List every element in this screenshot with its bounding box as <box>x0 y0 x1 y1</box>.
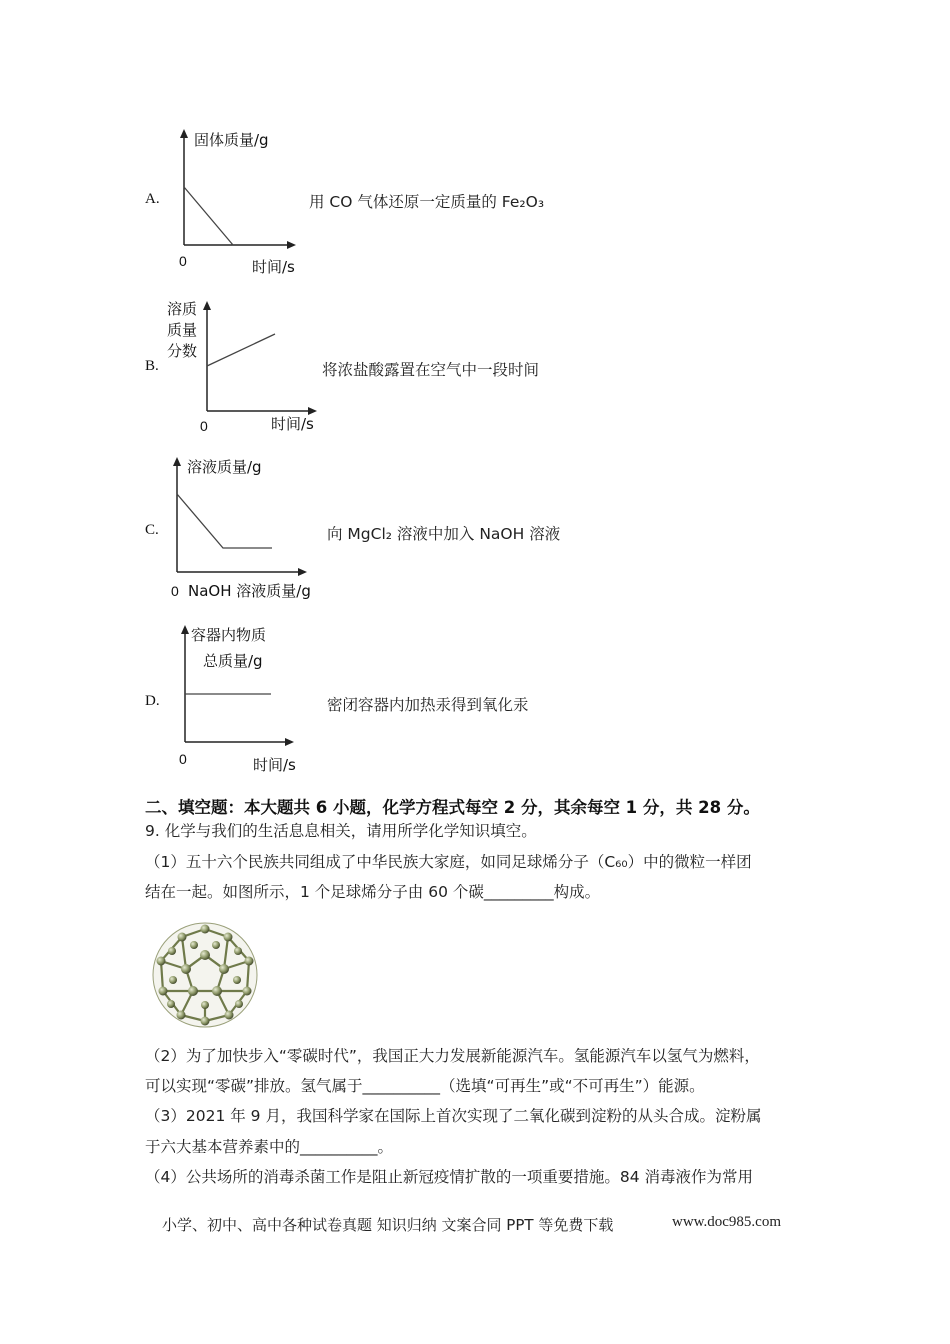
option-c-text: 向 MgCl₂ 溶液中加入 NaOH 溶液 <box>327 525 561 543</box>
q9-part2-line1: （2）为了加快步入“零碳时代”，我国正大力发展新能源汽车。氢能源汽车以氢气为燃料， <box>145 1047 760 1065</box>
option-a-letter: A. <box>145 191 160 207</box>
option-c-y-label: 溶液质量/g <box>187 458 262 476</box>
option-b-letter: B. <box>145 358 159 374</box>
option-b-x-label: 时间/s <box>271 415 314 433</box>
option-d-letter: D. <box>145 693 160 709</box>
option-a-origin: 0 <box>179 253 187 269</box>
q9-part1-line2: 结在一起。如图所示，1 个足球烯分子由 60 个碳_________构成。 <box>145 883 601 901</box>
option-c-origin: 0 <box>171 583 179 599</box>
option-b-graph <box>165 296 330 438</box>
option-d-x-label: 时间/s <box>253 756 296 774</box>
option-c-x-label: NaOH 溶液质量/g <box>188 582 311 600</box>
option-d-y-label-1: 容器内物质 <box>191 626 267 644</box>
option-b-origin: 0 <box>200 418 208 434</box>
option-a-x-label: 时间/s <box>252 258 295 275</box>
option-b-y-label-3: 分数 <box>167 342 198 360</box>
footer-text: 小学、初中、高中各种试卷真题 知识归纳 文案合同 PPT 等免费下载 <box>162 1216 614 1234</box>
option-d-graph <box>165 620 315 780</box>
option-c-curve <box>177 494 272 548</box>
option-b-text: 将浓盐酸露置在空气中一段时间 <box>322 361 540 379</box>
option-b-y-label-1: 溶质 <box>167 300 198 318</box>
option-a-y-label: 固体质量/g <box>194 131 269 149</box>
option-d-y-label-2: 总质量/g <box>203 652 263 670</box>
option-d-origin: 0 <box>179 751 187 767</box>
q9-part1-line1: （1）五十六个民族共同组成了中华民族大家庭，如同足球烯分子（C₆₀）中的微粒一样团 <box>145 853 752 871</box>
q9-part2-line2: 可以实现“零碳”排放。氢气属于__________（选填“可再生”或“不可再生”）能源。 <box>145 1077 705 1095</box>
q9-part4-line1: （4）公共场所的消毒杀菌工作是阻止新冠疫情扩散的一项重要措施。84 消毒液作为常用 <box>145 1168 754 1186</box>
fullerene-c60-image <box>145 915 265 1035</box>
q9-part3-line1: （3）2021 年 9 月，我国科学家在国际上首次实现了二氧化碳到淀粉的从头合成。淀粉属 <box>145 1107 762 1125</box>
footer-url[interactable]: www.doc985.com <box>672 1214 782 1230</box>
option-c-letter: C. <box>145 522 159 538</box>
option-a-curve <box>184 187 233 245</box>
section-title: 二、填空题：本大题共 6 小题，化学方程式每空 2 分，其余每空 1 分，共 28 分。 <box>145 798 760 817</box>
option-b-y-label-2: 质量 <box>167 321 198 339</box>
option-b-curve <box>207 334 275 366</box>
q9-part3-line2: 于六大基本营养素中的__________。 <box>145 1138 394 1156</box>
option-a-text: 用 CO 气体还原一定质量的 Fe₂O₃ <box>309 193 545 211</box>
option-c-graph <box>165 452 335 604</box>
option-d-text: 密闭容器内加热汞得到氧化汞 <box>327 696 529 714</box>
q9-stem: 9. 化学与我们的生活息息相关，请用所学化学知识填空。 <box>145 822 537 840</box>
option-a-graph <box>170 125 310 275</box>
